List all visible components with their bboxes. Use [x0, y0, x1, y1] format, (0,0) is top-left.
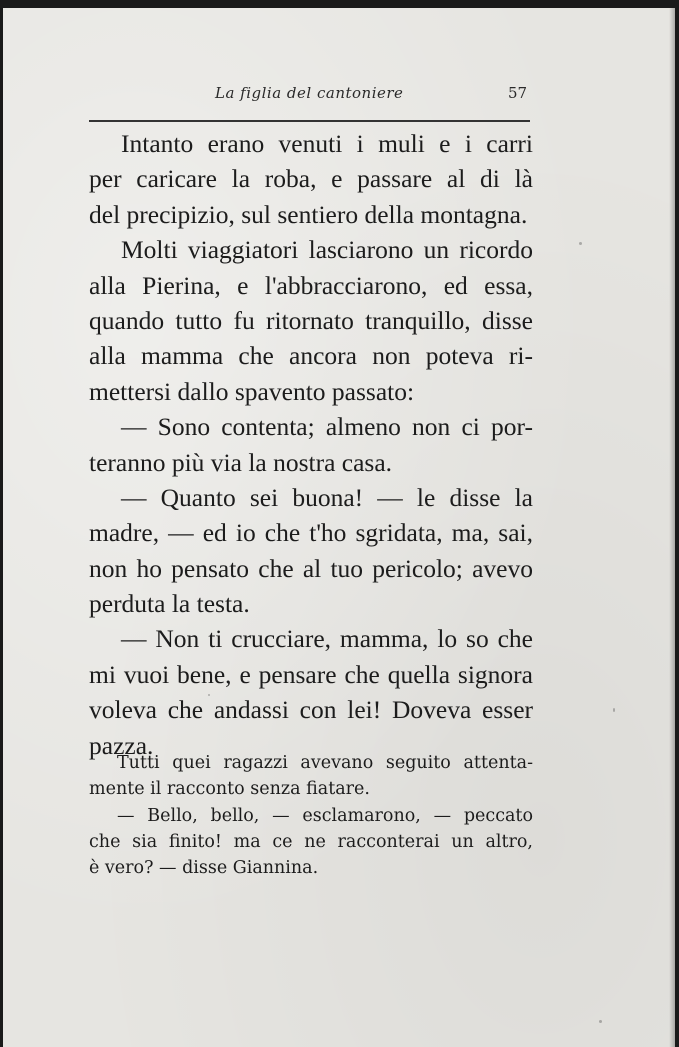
- text-line: alla mamma che ancora non poteva ri-: [89, 341, 533, 371]
- page-edge-shadow: [669, 8, 675, 1047]
- story-text: [89, 126, 533, 763]
- text-line: — Non ti crucciare, mamma, lo so che: [121, 624, 533, 654]
- paper-speck: [579, 242, 582, 245]
- text-line: mettersi dallo spavento passato:: [89, 376, 415, 406]
- text-line: perduta la testa.: [89, 589, 250, 619]
- frame-narrative-text: [89, 750, 533, 881]
- text-line: — Bello, bello, — esclamarono, — peccato: [117, 805, 533, 826]
- text-line: per caricare la roba, e passare al di là: [89, 164, 533, 194]
- text-line: Molti viaggiatori lasciarono un ricordo: [121, 235, 533, 265]
- text-line: quando tutto fu ritornato tranquillo, disse: [89, 305, 533, 335]
- book-page: [3, 8, 675, 1047]
- text-line: — Sono contenta; almeno non ci por-: [121, 412, 533, 442]
- text-line: voleva che andassi con lei! Doveva esser: [89, 695, 533, 725]
- running-head: [3, 84, 675, 108]
- text-line: pazza.: [89, 730, 154, 760]
- text-line: mi vuoi bene, e pensare che quella signora: [89, 659, 533, 689]
- text-line: alla Pierina, e l'abbracciarono, ed essa,: [89, 270, 533, 300]
- text-line: Intanto erano venuti i muli e i carri: [121, 129, 533, 158]
- paper-speck: [208, 694, 210, 696]
- text-line: che sia finito! ma ce ne racconterai un altro,: [89, 831, 533, 852]
- paper-speck: [613, 708, 615, 712]
- text-line: Tutti quei ragazzi avevano seguito attenta-: [117, 753, 533, 773]
- text-line: non ho pensato che al tuo pericolo; avevo: [89, 553, 533, 583]
- text-line: del precipizio, sul sentiero della montagna.: [89, 199, 528, 229]
- text-line: madre, — ed io che t'ho sgridata, ma, sai,: [89, 518, 533, 548]
- running-title: La figlia del cantoniere: [215, 84, 404, 102]
- text-line: è vero? — disse Giannina.: [89, 858, 319, 879]
- text-line: mente il racconto senza fiatare.: [89, 779, 370, 800]
- page-number: 57: [508, 84, 528, 102]
- text-line: — Quanto sei buona! — le disse la: [121, 482, 533, 512]
- text-line: teranno più via la nostra casa.: [89, 447, 393, 477]
- header-rule: [89, 120, 530, 122]
- paper-speck: [599, 1020, 602, 1023]
